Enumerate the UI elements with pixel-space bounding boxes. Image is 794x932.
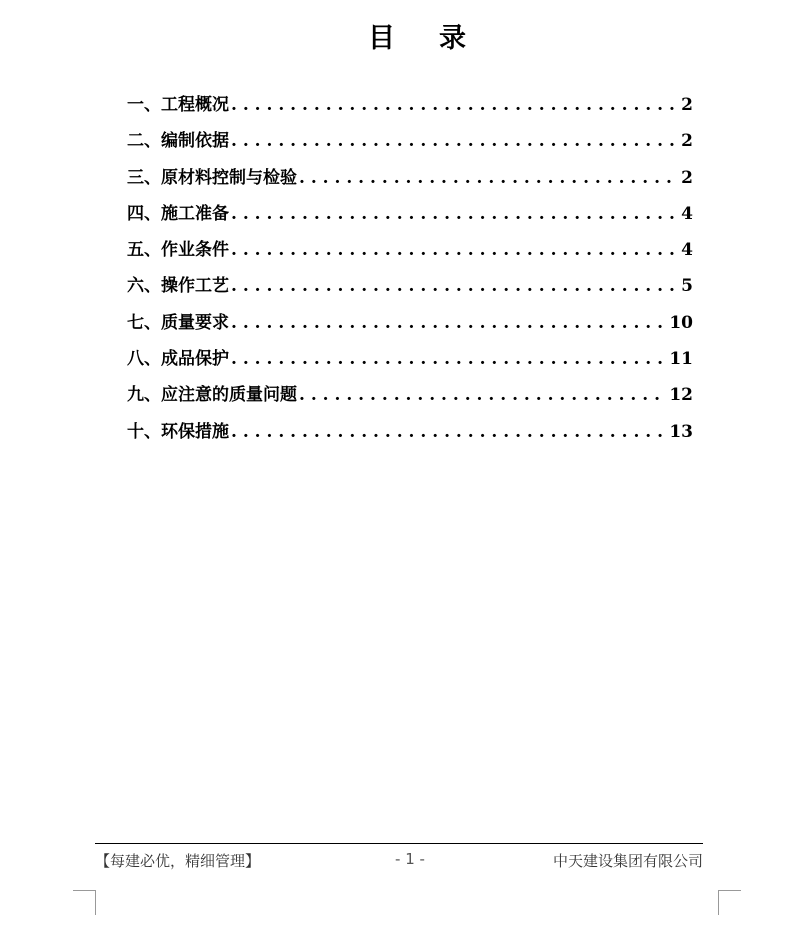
toc-entry-page: 4 xyxy=(681,203,693,224)
toc-entry-page: 2 xyxy=(681,167,693,188)
toc-entry-page: 5 xyxy=(681,276,693,297)
footer-divider xyxy=(95,843,703,844)
toc-leader-dots xyxy=(299,168,678,188)
toc-entry-label: 四、施工准备 xyxy=(127,203,229,224)
footer-page-number: - 1 - xyxy=(395,850,425,868)
table-of-contents xyxy=(127,90,693,453)
toc-entry[interactable] xyxy=(127,163,693,199)
toc-leader-dots xyxy=(231,349,666,369)
margin-corner-mark-right xyxy=(718,890,741,915)
toc-entry[interactable] xyxy=(127,380,693,416)
toc-leader-dots xyxy=(231,422,666,442)
toc-entry-label: 八、成品保护 xyxy=(127,349,229,370)
toc-entry[interactable] xyxy=(127,199,693,235)
toc-entry-page: 13 xyxy=(669,421,693,442)
toc-entry-page: 12 xyxy=(669,385,693,406)
toc-entry-label: 六、操作工艺 xyxy=(127,276,229,297)
toc-entry-label: 九、应注意的质量问题 xyxy=(127,385,297,406)
toc-entry-label: 十、环保措施 xyxy=(127,421,229,442)
footer-company: 中天建设集团有限公司 xyxy=(552,852,703,870)
page-title xyxy=(0,16,794,55)
toc-leader-dots xyxy=(231,95,678,115)
toc-leader-dots xyxy=(231,204,678,224)
toc-entry[interactable] xyxy=(127,271,693,307)
toc-entry[interactable] xyxy=(127,308,693,344)
page-footer xyxy=(95,848,703,872)
page-title-char-2: 录 xyxy=(439,23,466,54)
page-title-char-1: 目 xyxy=(368,23,395,54)
toc-entry-label: 三、原材料控制与检验 xyxy=(127,167,297,188)
toc-entry[interactable] xyxy=(127,90,693,126)
footer-slogan: 【每建必优，精细管理】 xyxy=(95,852,261,870)
toc-leader-dots xyxy=(231,131,678,151)
toc-entry-page: 10 xyxy=(669,312,693,333)
toc-entry-label: 一、工程概况 xyxy=(127,95,229,115)
toc-leader-dots xyxy=(299,385,666,405)
toc-leader-dots xyxy=(231,240,678,260)
toc-entry[interactable] xyxy=(127,417,693,453)
toc-entry-page: 11 xyxy=(669,349,693,370)
toc-entry-page: 2 xyxy=(681,131,693,152)
toc-leader-dots xyxy=(231,313,666,333)
toc-entry-label: 七、质量要求 xyxy=(127,312,229,333)
toc-entry-page: 2 xyxy=(681,95,693,115)
toc-entry-label: 二、编制依据 xyxy=(127,131,229,152)
margin-corner-mark-left xyxy=(73,890,96,915)
toc-entry[interactable] xyxy=(127,344,693,380)
toc-leader-dots xyxy=(231,276,678,296)
toc-entry[interactable] xyxy=(127,126,693,162)
toc-entry[interactable] xyxy=(127,235,693,271)
toc-entry-page: 4 xyxy=(681,240,693,261)
toc-entry-label: 五、作业条件 xyxy=(127,240,229,261)
